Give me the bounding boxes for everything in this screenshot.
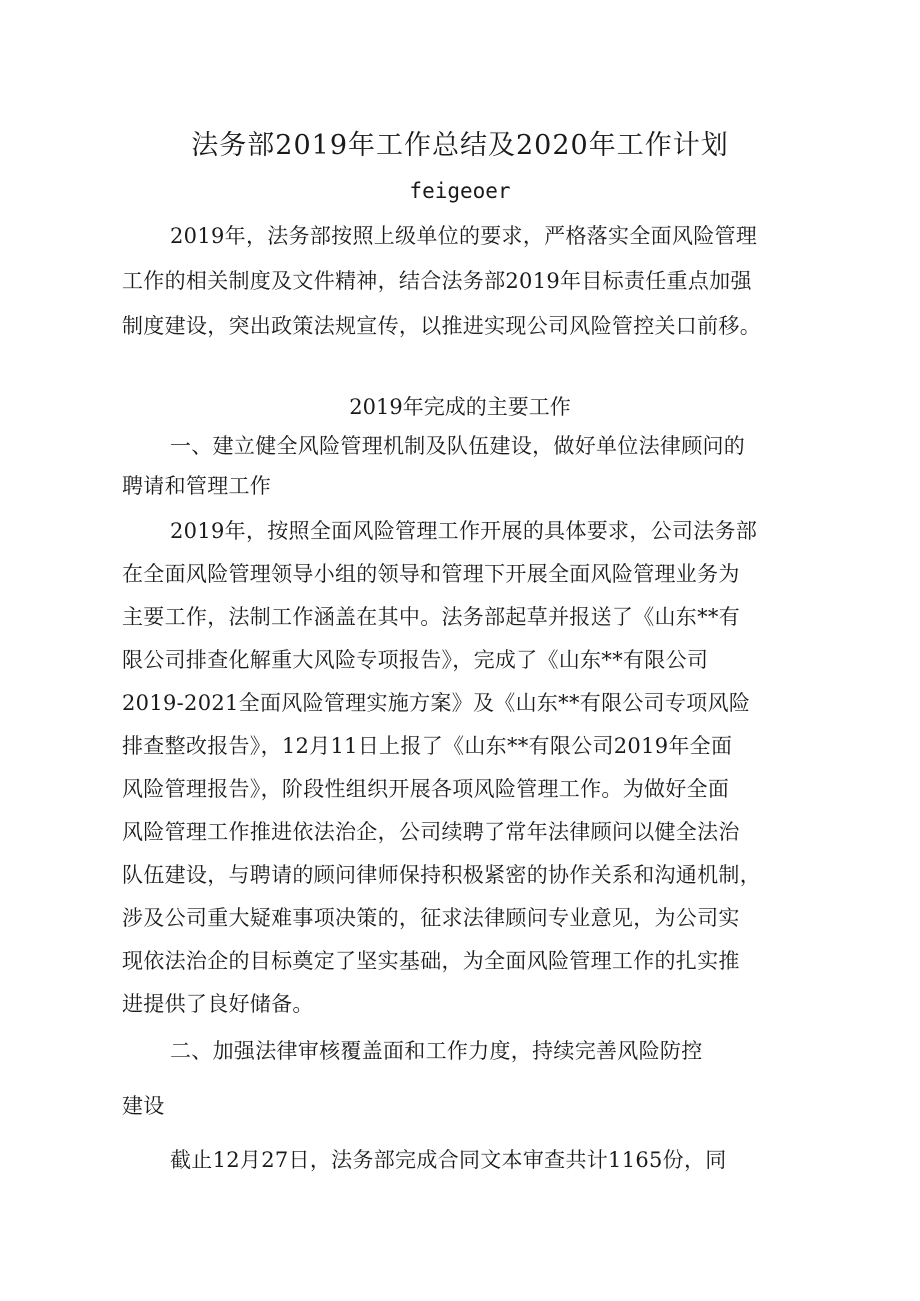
heading-2-line: 建设 (122, 1094, 165, 1118)
heading-1-line: 一、建立健全风险管理机制及队伍建设，做好单位法律顾问的 (170, 434, 746, 458)
document-title: 法务部2019年工作总结及2020年工作计划 (191, 130, 729, 161)
heading-1-line: 聘请和管理工作 (122, 474, 272, 498)
paragraph-1-line: 2019年，按照全面风险管理工作开展的具体要求，公司法务部 (170, 519, 758, 543)
intro-line: 制度建设，突出政策法规宣传，以推进实现公司风险管控关口前移。 (122, 314, 761, 338)
paragraph-1-line: 风险管理工作推进依法治企，公司续聘了常年法律顾问以健全法治 (122, 820, 740, 844)
paragraph-1-line: 限公司排查化解重大风险专项报告》，完成了《山东**有限公司 (122, 648, 709, 672)
paragraph-1-line: 队伍建设，与聘请的顾问律师保持积极紧密的协作关系和沟通机制， (122, 863, 761, 887)
intro-line: 工作的相关制度及文件精神，结合法务部2019年目标责任重点加强 (122, 269, 752, 293)
paragraph-1-line: 排查整改报告》，12月11日上报了《山东**有限公司2019年全面 (122, 734, 733, 758)
heading-2-line: 二、加强法律审核覆盖面和工作力度，持续完善风险防控 (170, 1039, 703, 1063)
paragraph-1-line: 在全面风险管理领导小组的领导和管理下开展全面风险管理业务为 (122, 562, 740, 586)
paragraph-1-line: 涉及公司重大疑难事项决策的，征求法律顾问专业意见，为公司实 (122, 906, 740, 930)
paragraph-2-line: 截止12月27日，法务部完成合同文本审查共计1165份，同 (170, 1148, 727, 1172)
paragraph-1-line: 现依法治企的目标奠定了坚实基础，为全面风险管理工作的扎实推 (122, 949, 740, 973)
paragraph-1-line: 主要工作，法制工作涵盖在其中。法务部起草并报送了《山东**有 (122, 605, 740, 629)
document-author: feigeoer (409, 179, 511, 203)
paragraph-1-line: 2019-2021全面风险管理实施方案》及《山东**有限公司专项风险 (122, 691, 751, 715)
section-heading: 2019年完成的主要工作 (349, 395, 571, 419)
paragraph-1-line: 风险管理报告》，阶段性组织开展各项风险管理工作。为做好全面 (122, 777, 730, 801)
paragraph-1-line: 进提供了良好储备。 (122, 992, 314, 1016)
intro-line: 2019年，法务部按照上级单位的要求，严格落实全面风险管理 (170, 224, 758, 248)
